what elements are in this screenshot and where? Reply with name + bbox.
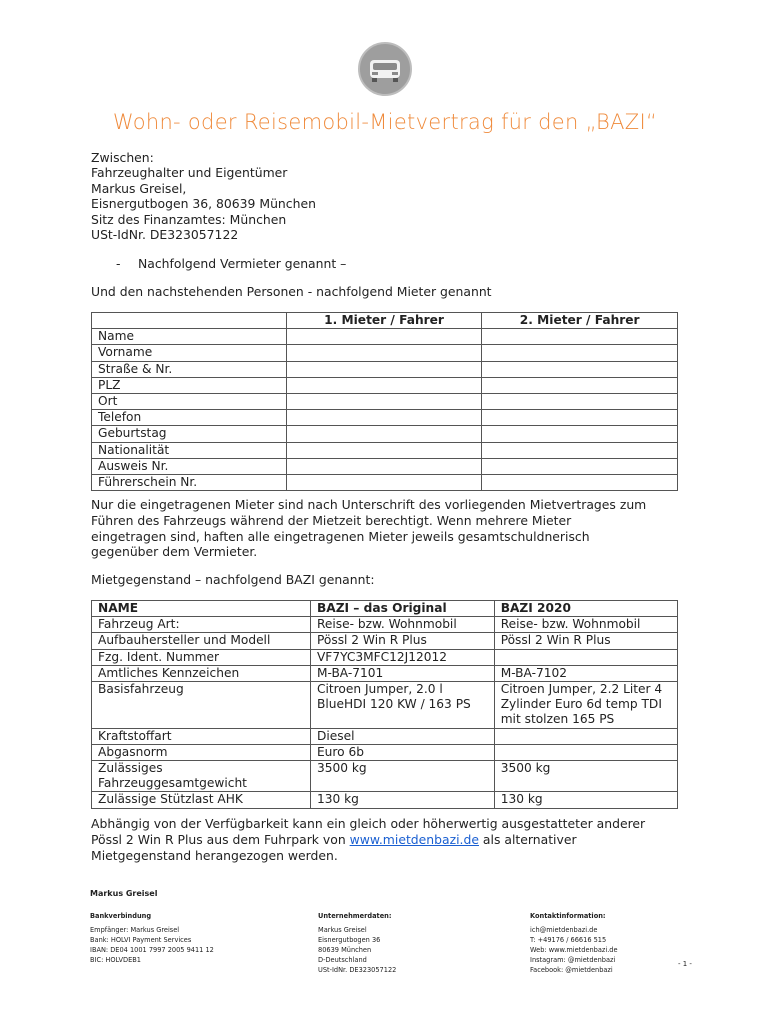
table-row [92, 426, 678, 442]
paragraph-line: gegenüber dem Vermieter. [91, 544, 258, 560]
paragraph-line: Mietgegenstand herangezogen werden. [91, 847, 338, 863]
renter2-cell[interactable] [482, 345, 678, 361]
footer-line: Markus Greisel [318, 926, 367, 934]
renter-paragraph [91, 497, 691, 560]
renter1-cell[interactable] [286, 394, 482, 410]
table-row [92, 361, 678, 377]
footer-line: D-Deutschland [318, 956, 367, 964]
table-row [92, 728, 678, 744]
footer-line: 80639 München [318, 946, 372, 954]
renter1-cell[interactable] [286, 442, 482, 458]
vehicle-table-header-original: BAZI – das Original [310, 601, 494, 617]
closing-text: Pössl 2 Win R Plus aus dem Fuhrpark von [91, 831, 350, 847]
attribute-label: Amtliches Kennzeichen [92, 665, 311, 681]
bazi-2020-value: Citroen Jumper, 2.2 Liter 4 Zylinder Euro 6d temp TDI mit stolzen 165 PS [494, 682, 677, 729]
website-link[interactable]: www.mietdenbazi.de [349, 831, 479, 847]
renter2-cell[interactable] [482, 475, 678, 491]
bazi-2020-value: M-BA-7102 [494, 665, 677, 681]
row-label: Ausweis Nr. [92, 458, 287, 474]
paragraph-line: Nur die eingetragenen Mieter sind nach Unterschrift des vorliegenden Mietvertrages zum [91, 497, 647, 512]
table-row [92, 442, 678, 458]
renter2-cell[interactable] [482, 442, 678, 458]
table-row [92, 617, 678, 633]
landlord-line: Sitz des Finanzamtes: München [91, 211, 287, 227]
landlord-line: Markus Greisel, [91, 180, 187, 196]
renter1-cell[interactable] [286, 475, 482, 491]
renter-table-header-2: 2. Mieter / Fahrer [482, 313, 678, 329]
paragraph-line [91, 832, 691, 848]
table-row [92, 665, 678, 681]
footer-line: Bank: HOLVI Payment Services [90, 936, 192, 944]
logo [358, 42, 412, 96]
renter1-cell[interactable] [286, 426, 482, 442]
renter2-cell[interactable] [482, 329, 678, 345]
paragraph-line: eingetragen sind, haften alle eingetragenen Mieter jeweils gesamtschuldnerisch [91, 528, 590, 544]
renter1-cell[interactable] [286, 361, 482, 377]
renter2-cell[interactable] [482, 377, 678, 393]
vehicle-table-header-name: NAME [92, 601, 311, 617]
renter1-cell[interactable] [286, 377, 482, 393]
renter-table-header-blank [92, 313, 287, 329]
attribute-label: Aufbauhersteller und Modell [92, 633, 311, 649]
table-row [92, 792, 678, 808]
footer-line: Web: www.mietdenbazi.de [530, 946, 618, 954]
landlord-line: USt-IdNr. DE323057122 [91, 227, 239, 243]
bullet-text: Nachfolgend Vermieter genannt – [138, 256, 347, 271]
table-row [92, 682, 678, 729]
row-label: PLZ [92, 377, 287, 393]
row-label: Straße & Nr. [92, 361, 287, 377]
renter2-cell[interactable] [482, 458, 678, 474]
footer-name: Markus Greisel [90, 889, 158, 898]
landlord-line: Fahrzeughalter und Eigentümer [91, 165, 288, 181]
renter1-cell[interactable] [286, 329, 482, 345]
footer-line: Facebook: @mietdenbazi [530, 966, 613, 974]
bazi-2020-value: 130 kg [494, 792, 677, 808]
closing-paragraph [91, 816, 691, 863]
table-row [92, 329, 678, 345]
attribute-label: Zulässiges Fahrzeuggesamtgewicht [92, 761, 311, 792]
table-row [92, 410, 678, 426]
attribute-label: Basisfahrzeug [92, 682, 311, 729]
renter1-cell[interactable] [286, 410, 482, 426]
renter2-cell[interactable] [482, 426, 678, 442]
paragraph-line: Führen des Fahrzeugs während der Mietzeit berechtigt. Wenn mehrere Mieter [91, 512, 572, 528]
object-intro: Mietgegenstand – nachfolgend BAZI genannt: [91, 572, 375, 587]
table-row [92, 649, 678, 665]
vehicle-table-header-2020: BAZI 2020 [494, 601, 677, 617]
footer-company [318, 911, 396, 975]
van-icon [360, 44, 410, 94]
attribute-label: Kraftstoffart [92, 728, 311, 744]
bazi-original-value: Pössl 2 Win R Plus [310, 633, 494, 649]
vehicle-table [91, 600, 678, 809]
bazi-original-value: Euro 6b [310, 744, 494, 760]
row-label: Vorname [92, 345, 287, 361]
renter1-cell[interactable] [286, 345, 482, 361]
footer-heading: Unternehmerdaten: [318, 912, 392, 920]
footer-bank [90, 911, 214, 965]
row-label: Ort [92, 394, 287, 410]
table-row [92, 458, 678, 474]
bazi-2020-value [494, 744, 677, 760]
bazi-original-value: Reise- bzw. Wohnmobil [310, 617, 494, 633]
footer-line: BIC: HOLVDEB1 [90, 956, 141, 964]
footer-contact [530, 911, 618, 975]
footer-line: Empfänger: Markus Greisel [90, 926, 180, 934]
row-label: Führerschein Nr. [92, 475, 287, 491]
renter2-cell[interactable] [482, 361, 678, 377]
bazi-original-value: VF7YC3MFC12J12012 [310, 649, 494, 665]
attribute-label: Abgasnorm [92, 744, 311, 760]
row-label: Nationalität [92, 442, 287, 458]
bazi-original-value: 3500 kg [310, 761, 494, 792]
renter2-cell[interactable] [482, 410, 678, 426]
bazi-original-value: M-BA-7101 [310, 665, 494, 681]
table-row [92, 345, 678, 361]
paragraph-line: Abhängig von der Verfügbarkeit kann ein gleich oder höherwertig ausgestatteter anderer [91, 816, 646, 831]
footer-line: ich@mietdenbazi.de [530, 926, 598, 934]
bullet-dash: - [116, 256, 121, 271]
landlord-block [91, 150, 316, 242]
table-row [92, 475, 678, 491]
renter-table-header-1: 1. Mieter / Fahrer [286, 313, 482, 329]
landlord-line: Zwischen: [91, 150, 154, 165]
footer-line: T: +49176 / 66616 515 [530, 936, 607, 944]
attribute-label: Fzg. Ident. Nummer [92, 649, 311, 665]
footer-line: USt-IdNr. DE323057122 [318, 966, 397, 974]
landlord-designation [116, 256, 346, 271]
bazi-2020-value [494, 728, 677, 744]
bazi-original-value: Citroen Jumper, 2.0 l BlueHDI 120 KW / 163 PS [310, 682, 494, 729]
table-row [92, 761, 678, 792]
table-row [92, 394, 678, 410]
renter2-cell[interactable] [482, 394, 678, 410]
footer-heading: Bankverbindung [90, 912, 152, 920]
row-label: Geburtstag [92, 426, 287, 442]
attribute-label: Zulässige Stützlast AHK [92, 792, 311, 808]
page-title: Wohn- oder Reisemobil-Mietvertrag für den „BAZI“ [112, 110, 658, 134]
bazi-2020-value: Pössl 2 Win R Plus [494, 633, 677, 649]
renters-intro: Und den nachstehenden Personen - nachfolgend Mieter genannt [91, 284, 492, 299]
bazi-2020-value: 3500 kg [494, 761, 677, 792]
bazi-original-value: Diesel [310, 728, 494, 744]
landlord-line: Eisnergutbogen 36, 80639 München [91, 196, 316, 212]
bazi-2020-value [494, 649, 677, 665]
footer-line: Eisnergutbogen 36 [318, 936, 381, 944]
renter-table [91, 312, 678, 491]
footer-line: Instagram: @mietdenbazi [530, 956, 616, 964]
page-number: - 1 - [678, 960, 692, 968]
table-row [92, 744, 678, 760]
table-row [92, 377, 678, 393]
bazi-2020-value: Reise- bzw. Wohnmobil [494, 617, 677, 633]
row-label: Telefon [92, 410, 287, 426]
footer-heading: Kontaktinformation: [530, 912, 606, 920]
row-label: Name [92, 329, 287, 345]
table-row [92, 633, 678, 649]
closing-text: als alternativer [478, 831, 577, 847]
footer-line: IBAN: DE04 1001 7997 2005 9411 12 [90, 946, 214, 954]
renter1-cell[interactable] [286, 458, 482, 474]
attribute-label: Fahrzeug Art: [92, 617, 311, 633]
bazi-original-value: 130 kg [310, 792, 494, 808]
